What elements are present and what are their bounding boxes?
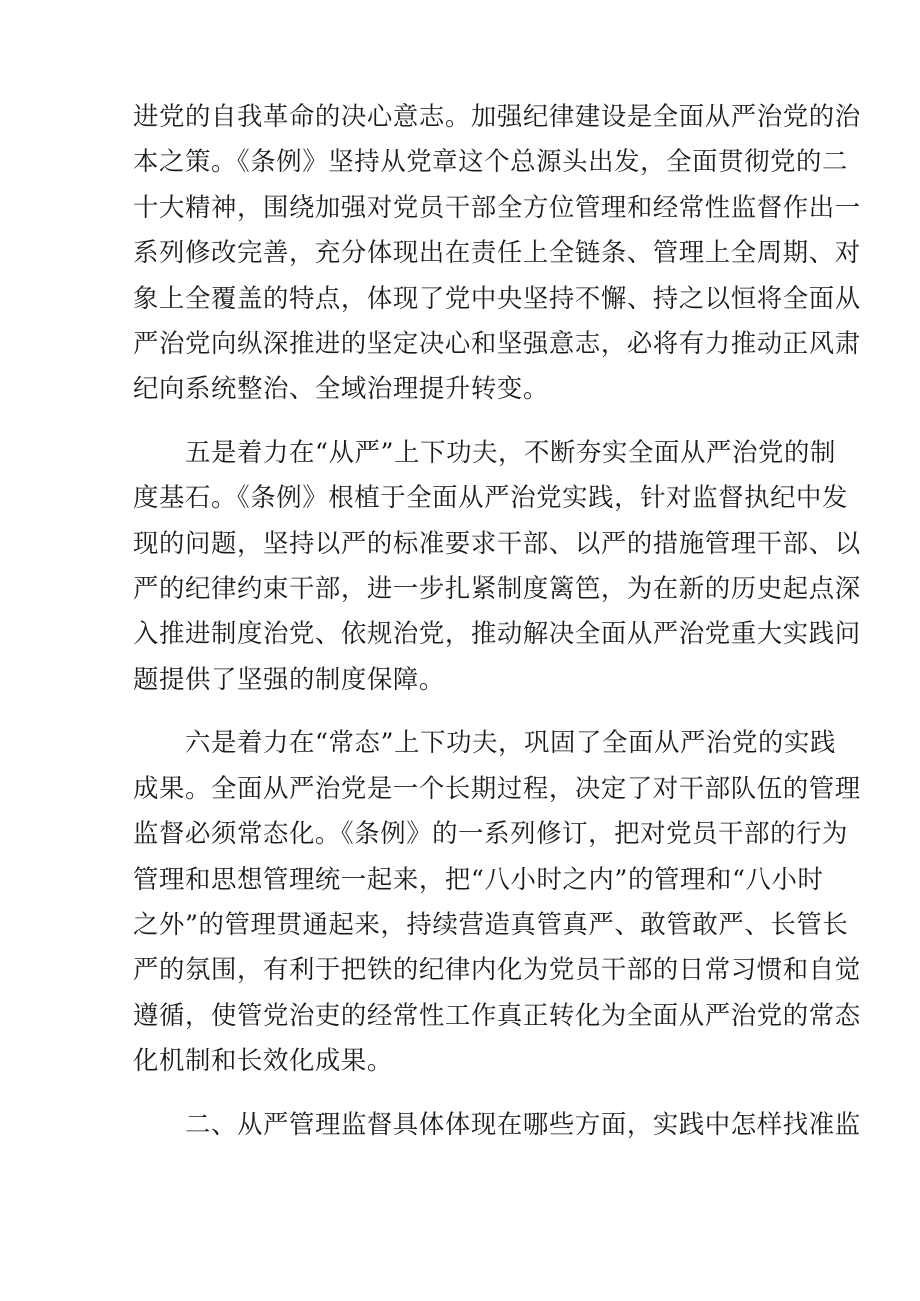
paragraph-continuation bbox=[133, 94, 861, 412]
paragraph-point-six bbox=[133, 720, 861, 1083]
text-line: 遵循，使管党治吏的经常性工作真正转化为全面从严治党的常态 bbox=[133, 999, 861, 1030]
text-line: 五是着力在“从严”上下功夫，不断夯实全面从严治党的制 bbox=[185, 436, 836, 467]
text-line: 纪向系统整治、全域治理提升转变。 bbox=[133, 373, 549, 404]
text-line: 进党的自我革命的决心意志。加强纪律建设是全面从严治党的治 bbox=[133, 101, 861, 131]
text-line: 六是着力在“常态”上下功夫，巩固了全面从严治党的实践 bbox=[185, 727, 836, 758]
text-line: 入推进制度治党、依规治党，推动解决全面从严治党重大实践问 bbox=[133, 618, 861, 649]
text-line: 现的问题，坚持以严的标准要求干部、以严的措施管理干部、以 bbox=[133, 527, 861, 558]
text-line: 严的氛围，有利于把铁的纪律内化为党员干部的日常习惯和自觉 bbox=[133, 954, 861, 985]
text-line: 成果。全面从严治党是一个长期过程，决定了对干部队伍的管理 bbox=[133, 772, 861, 803]
section-heading-two bbox=[133, 1102, 861, 1147]
text-line: 严的纪律约束干部，进一步扎紧制度篱笆，为在新的历史起点深 bbox=[133, 573, 861, 604]
text-line: 管理和思想管理统一起来，把“八小时之内”的管理和“八小时 bbox=[133, 863, 824, 894]
paragraph-point-five bbox=[133, 430, 861, 702]
text-line: 监督必须常态化。《条例》的一系列修订，把对党员干部的行为 bbox=[133, 818, 849, 849]
text-line: 化机制和长效化成果。 bbox=[133, 1045, 393, 1076]
text-line: 二、从严管理监督具体体现在哪些方面，实践中怎样找准监 bbox=[185, 1108, 861, 1139]
document-body bbox=[133, 94, 861, 1165]
text-line: 严治党向纵深推进的坚定决心和坚强意志，必将有力推动正风肃 bbox=[133, 328, 861, 359]
text-line: 象上全覆盖的特点，体现了党中央坚持不懈、持之以恒将全面从 bbox=[133, 282, 861, 313]
text-line: 题提供了坚强的制度保障。 bbox=[133, 663, 445, 694]
text-line: 本之策。《条例》坚持从党章这个总源头出发，全面贯彻党的二 bbox=[133, 146, 849, 177]
text-line: 之外”的管理贯通起来，持续营造真管真严、敢管敢严、长管长 bbox=[133, 908, 849, 939]
text-line: 度基石。《条例》根植于全面从严治党实践，针对监督执纪中发 bbox=[133, 482, 849, 513]
text-line: 十大精神，围绕加强对党员干部全方位管理和经常性监督作出一 bbox=[133, 191, 861, 222]
text-line: 系列修改完善，充分体现出在责任上全链条、管理上全周期、对 bbox=[133, 237, 861, 268]
